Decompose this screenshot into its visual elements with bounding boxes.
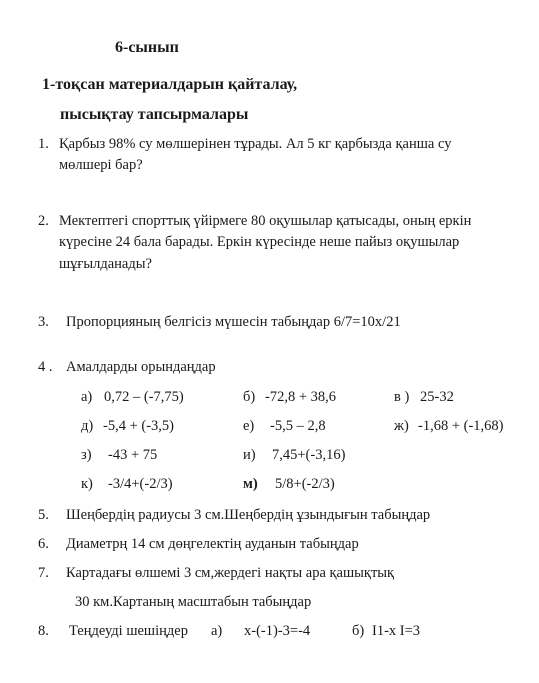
q3-number: 3.	[38, 314, 49, 330]
q7-text-line2: 30 км.Картаның масштабын табыңдар	[75, 594, 312, 610]
q7-text-line1: Картадағы өлшемі 3 см,жердегі нақты ара қашықтық	[66, 565, 395, 581]
q5-number: 5.	[38, 507, 49, 523]
title-line-2: пысықтау тапсырмалары	[60, 106, 249, 123]
q1-number: 1.	[38, 136, 49, 152]
grade-heading: 6-сынып	[115, 39, 179, 56]
q2-number: 2.	[38, 213, 49, 229]
q8-text: Теңдеуді шешіңдер	[69, 623, 188, 639]
q4-item-label: е)	[243, 418, 255, 434]
q4-item-label: а)	[81, 389, 93, 405]
q4-item-label: ж)	[394, 418, 409, 434]
q4-text: Амалдарды орындаңдар	[66, 359, 216, 375]
q4-number: 4 .	[38, 359, 53, 375]
q4-item-expr: -43 + 75	[108, 447, 158, 463]
q4-item-expr: 5/8+(-2/3)	[275, 476, 335, 492]
q4-item-expr: -5,4 + (-3,5)	[103, 418, 174, 434]
q4-item-label: и)	[243, 447, 256, 463]
q2-text-line1: Мектептегі спорттық үйірмеге 80 оқушылар қатысады, оның еркін	[59, 213, 472, 229]
title-line-1: 1-тоқсан материалдарын қайталау,	[42, 76, 298, 93]
q6-text: Диаметрң 14 см дөңгелектің ауданын табыңдар	[66, 536, 359, 552]
q4-item-expr: -3/4+(-2/3)	[108, 476, 173, 492]
q8-a-label: а)	[211, 623, 223, 639]
q4-item-expr: 7,45+(-3,16)	[272, 447, 346, 463]
q3-text: Пропорцияның белгісіз мүшесін табыңдар 6/7=10х/21	[66, 314, 401, 330]
q4-item-label: д)	[81, 418, 94, 434]
q4-item-label: з)	[81, 447, 92, 463]
q4-item-expr: -5,5 – 2,8	[270, 418, 326, 434]
q2-text-line2: күресіне 24 бала барады. Еркін күресінде неше пайыз оқушылар	[59, 234, 460, 250]
q6-number: 6.	[38, 536, 49, 552]
q8-b-expr: I1-х I=3	[372, 623, 421, 639]
q4-item-label: к)	[81, 476, 93, 492]
q1-text-line2: мөлшері бар?	[59, 157, 143, 173]
q4-item-expr: -1,68 + (-1,68)	[418, 418, 504, 434]
q8-number: 8.	[38, 623, 49, 639]
q4-item-label: в )	[394, 389, 410, 405]
q1-text-line1: Қарбыз 98% су мөлшерінен тұрады. Ал 5 кг қарбызда қанша су	[59, 136, 452, 152]
q8-a-expr: х-(-1)-3=-4	[244, 623, 311, 639]
q8-b-label: б)	[352, 623, 365, 639]
q4-item-label: б)	[243, 389, 256, 405]
q5-text: Шеңбердің радиусы 3 см.Шеңбердің ұзындығын табыңдар	[66, 507, 431, 523]
q4-item-expr: -72,8 + 38,6	[265, 389, 337, 405]
q4-item-label: м)	[243, 476, 258, 492]
q4-item-expr: 25-32	[420, 389, 454, 405]
q7-number: 7.	[38, 565, 49, 581]
q4-item-expr: 0,72 – (-7,75)	[104, 389, 184, 405]
q2-text-line3: шұғылданады?	[59, 256, 152, 272]
